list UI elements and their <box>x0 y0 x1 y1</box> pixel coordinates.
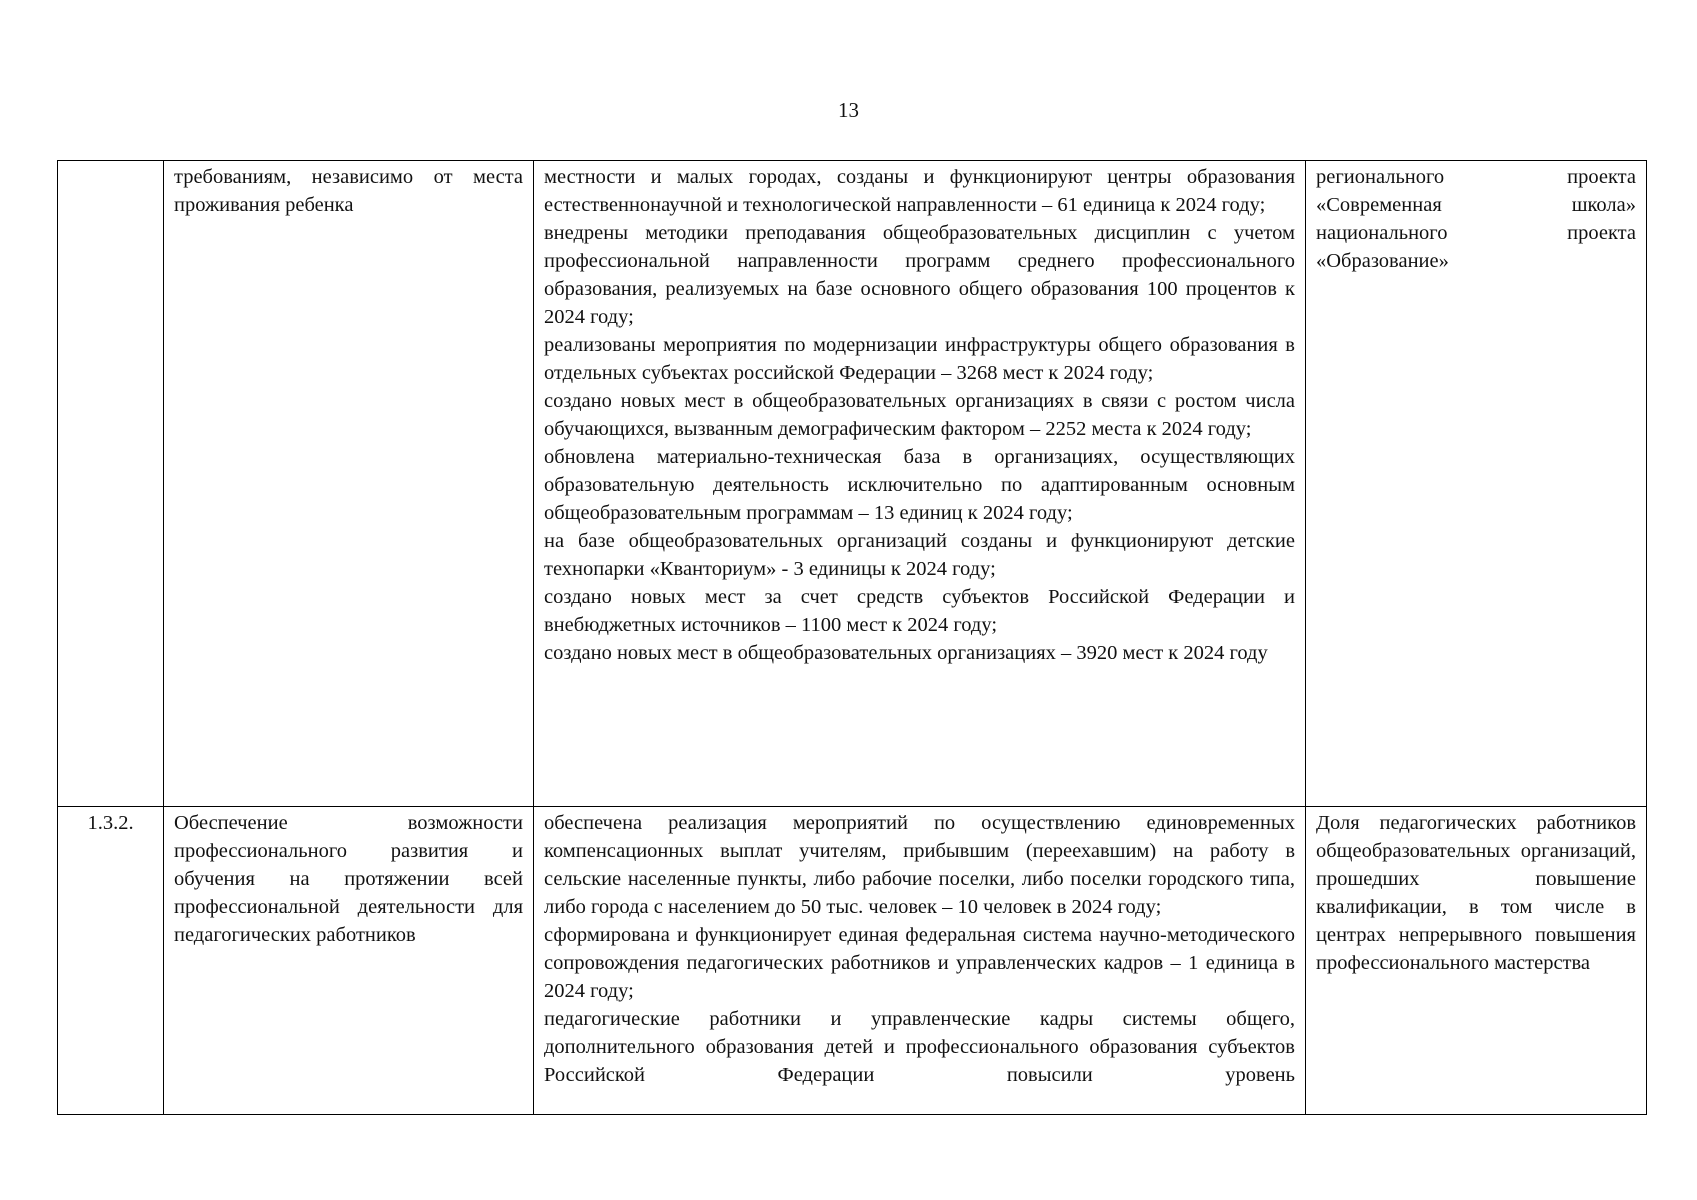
indicator-cell: Доля педагогических работников общеобразовательных организаций, прошедших повышение квалификации, в том числе в центрах непрерывного повышения профессионального мастерства <box>1306 807 1647 1115</box>
indicator-cell: регионального проекта «Современная школа» национального проекта «Образование» <box>1306 161 1647 807</box>
result-item: обеспечена реализация мероприятий по осуществлению единовременных компенсационных выплат учителям, прибывшим (переехавшим) на работу в сельские населенные пункты, либо рабочие поселки, либо поселки городского типа, либо города с населением до 50 тыс. человек – 10 человек в 2024 году; <box>544 812 1295 918</box>
result-item: обновлена материально-техническая база в организациях, осуществляющих образовательную деятельность исключительно по адаптированным основным общеобразовательным программам – 13 единиц к 2024 году; <box>544 446 1295 524</box>
task-cell: Обеспечение возможности профессионального развития и обучения на протяжении всей профессиональной деятельности для педагогических работников <box>164 807 534 1115</box>
results-cell <box>534 807 1306 1115</box>
results-cell <box>534 161 1306 807</box>
result-item: местности и малых городах, созданы и функционируют центры образования естественнонаучной и технологической направленности – 61 единица к 2024 году; <box>544 166 1295 216</box>
program-table <box>57 160 1647 1115</box>
result-item: создано новых мест в общеобразовательных организациях в связи с ростом числа обучающихся, вызванным демографическим фактором – 2252 места к 2024 году; <box>544 390 1295 440</box>
row-number <box>58 161 164 807</box>
result-item: на базе общеобразовательных организаций созданы и функционируют детские технопарки «Кванториум» - 3 единицы к 2024 году; <box>544 530 1295 580</box>
result-item: создано новых мест в общеобразовательных организациях – 3920 мест к 2024 году <box>544 642 1268 664</box>
row-number: 1.3.2. <box>58 807 164 1115</box>
table-row <box>58 161 1647 807</box>
result-item: реализованы мероприятия по модернизации инфраструктуры общего образования в отдельных субъектах российской Федерации – 3268 мест к 2024 году; <box>544 334 1295 384</box>
page-number: 13 <box>838 98 859 122</box>
result-item: сформирована и функционирует единая федеральная система научно-методического сопровождения педагогических работников и управленческих кадров – 1 единица в 2024 году; <box>544 924 1295 1002</box>
result-item: педагогические работники и управленческие кадры системы общего, дополнительного образования детей и профессионального образования субъектов Российской Федерации повысили уровень <box>544 1008 1295 1086</box>
result-item: внедрены методики преподавания общеобразовательных дисциплин с учетом профессиональной направленности программ среднего профессионального образования, реализуемых на базе основного общего образования 100 процентов к 2024 году; <box>544 222 1295 328</box>
table-row <box>58 807 1647 1115</box>
task-cell: требованиям, независимо от места проживания ребенка <box>164 161 534 807</box>
result-item: создано новых мест за счет средств субъектов Российской Федерации и внебюджетных источников – 1100 мест к 2024 году; <box>544 586 1295 636</box>
